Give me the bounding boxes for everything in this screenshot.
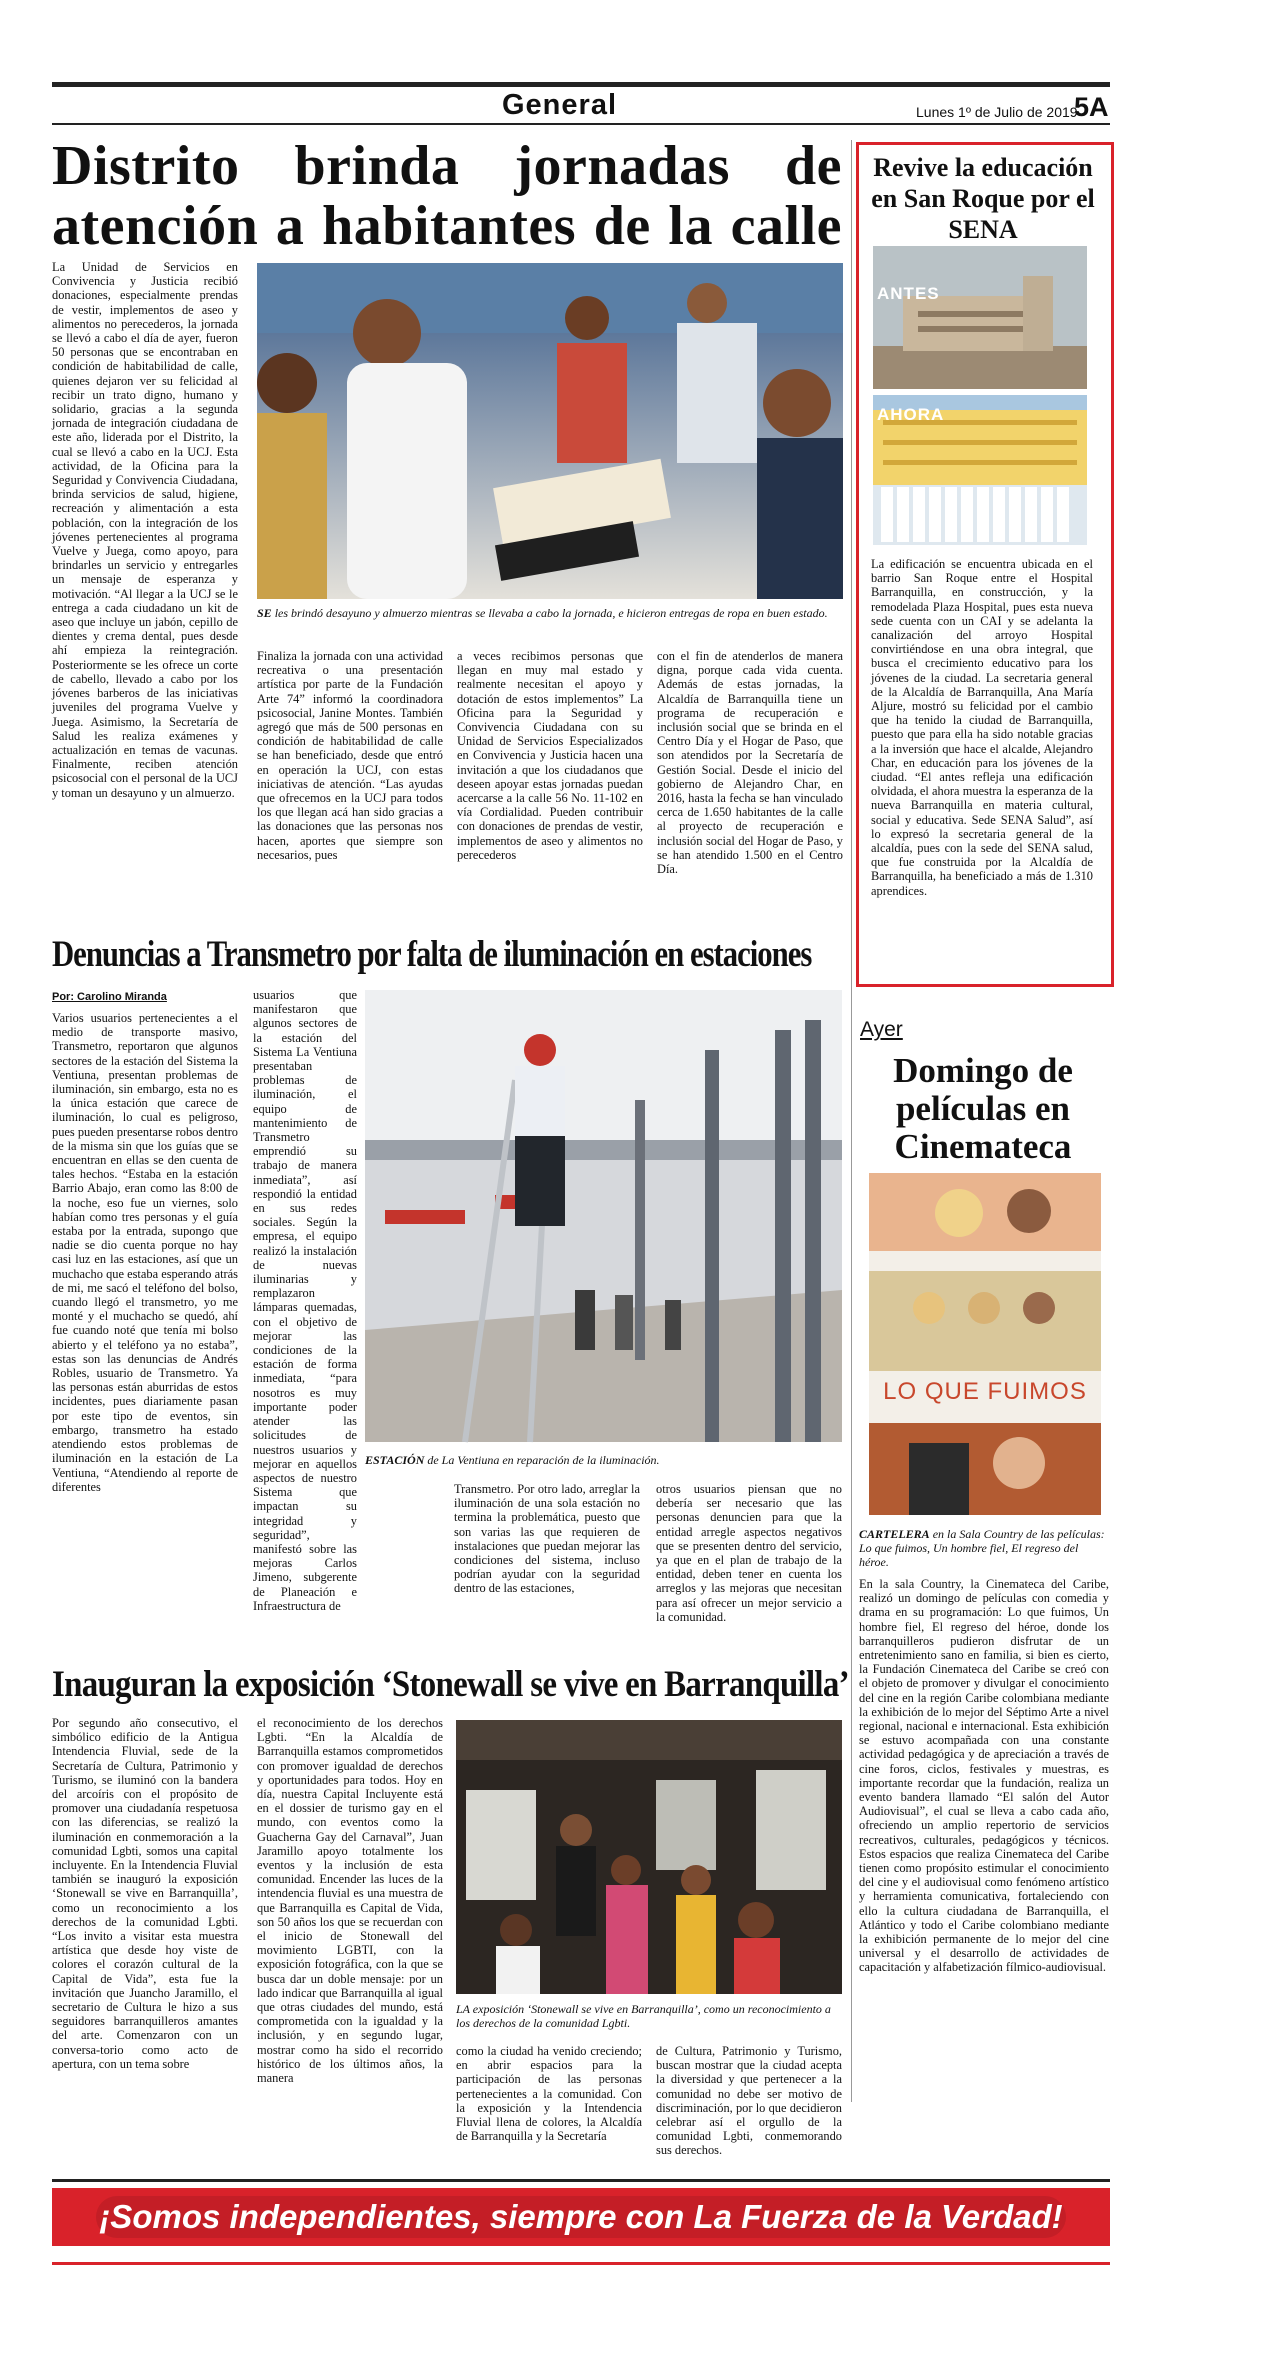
article2-caption-bold: ESTACIÓN bbox=[365, 1453, 425, 1467]
sidebar-box-body: La edificación se encuentra ubicada en el barrio San Roque entre el Hospital Barranquilla, en construcción, y la remodelada Plaza Hospital, pues esta nueva sede cuenta con un CAI y se adelanta la canalización del arroyo Hospital convirtiéndose en una obra integral, que busca el crecimiento educativo para los jóvenes de la ciudad. La secretaria general de la Alcaldía de Barranquilla, Ana María Aljure, mostró su felicidad por el cambio que ha tenido la ciudad de Barranquilla, puesto que para ella ha sido notable gracias a la inversión que hace el alcalde, Alejandro Char, en educación para los jóvenes de la ciudad. “El antes refleja una edificación olvidada, el ahora muestra la esperanza de la nueva Barranquilla en materia cultural, social y educativa. Sede SENA Salud”, así lo expresó la secretaria general de la alcaldía, pues con la sede del SENA salud, que fue construida por la Alcaldía de Barranquilla, ha beneficiado a más de 1.310 aprendices. bbox=[871, 557, 1093, 898]
header-rule bbox=[52, 123, 1110, 125]
article1-lead-column: La Unidad de Servicios en Convivencia y Justicia recibió donaciones, especialmente prendas de vestir, implementos de aseo y alimentos no perecederos, la jornada se llevó a cabo el día de ayer, fueron 50 personas que se encontraban en condición de habitabilidad de calle, quienes dejaron ver su felicidad al recibir un trato digno, humano y solidario, gracias a la segunda jornada de integración ciudadana de este año, liderada por el Distrito, la cual se llevó a cabo en la UCJ. Esta actividad, de la Oficina para la Seguridad y Convivencia Ciudadana, brinda servicios de salud, higiene, recreación y alimentación a esta población, con la integración de los jóvenes pertenecientes al programa Vuelve y Juega, como apoyo, para brindarles un servicio y entregarles un mensaje de esperanza y motivación. “Al llegar a la UCJ se le entrega a cada ciudadano un kit de aseo que incluye un jabón, cepillo de dientes y crema dental, pues desde ahí empieza la reintegración. Posteriormente se les ofrece un corte de cabello, llevado a cabo por los jóvenes barberos de las iniciativas juveniles del programa Vuelve y Juega. Asimismo, la Secretaría de Salud les realiza exámenes y actualización en temas de vacunas. Finalmente, reciben atención psicosocial con el personal de la UCJ y toman un desayuno y un almuerzo. bbox=[52, 260, 238, 800]
article1-caption-bold: SE bbox=[257, 606, 272, 620]
article3-col2: el reconocimiento de los derechos Lgbti. “En la Alcaldía de Barranquilla estamos comprometidos con promover igualdad de derechos y oportunidades para todos. Hoy en día, nuestra Capital Incluyente está en el dossier de turismo gay en el mundo, con eventos como la Guacherna Gay del Carnaval”, Juan Jaramillo apoyo totalmente los eventos y la inclusión de esta comunidad. Encender las luces de la intendencia fluvial es una muestra de que Barranquilla es Capital de Vida, son 50 años los que se recuerdan con el inicio de Stonewall del movimiento LGBTI, con la exposición fotográfica, con la que se busca dar un doble mensaje: por un lado indicar que Barranquilla al igual que otras ciudades del mundo, está comprometida con la igualdad y la inclusión, y en segundo lugar, mostrar como ha sido el recorrido histórico de los últimos años, la manera bbox=[257, 1716, 443, 2086]
top-rule bbox=[52, 82, 1110, 87]
article3-col4: de Cultura, Patrimonio y Turismo, buscan mostrar que la ciudad acepta la diversidad y que pertenecer a la comunidad no debe ser motivo de discriminación, por lo que decidieron celebrar así el orgullo de la comunidad Lgbti, conmemorando sus derechos. bbox=[656, 2044, 842, 2158]
tag-before: ANTES bbox=[877, 284, 940, 303]
footer-top-rule bbox=[52, 2179, 1110, 2182]
article1-photo-caption bbox=[257, 606, 843, 636]
issue-date: Lunes 1º de Julio de 2019 bbox=[916, 104, 1078, 120]
breakfast-photo-illustration bbox=[257, 263, 843, 599]
section-title: General bbox=[502, 89, 617, 121]
station-photo-illustration bbox=[365, 990, 842, 1442]
article3-col3: como la ciudad ha venido creciendo; en abrir espacios para la participación de las personas pertenecientes a la comunidad. Con la exposición y la Intendencia Fluvial llena de colores, la Alcaldía de Barranquilla y la Secretaría bbox=[456, 2044, 642, 2144]
ayer-caption bbox=[859, 1527, 1109, 1571]
movie-posters-illustration bbox=[869, 1173, 1101, 1515]
sidebar-before-photo bbox=[873, 246, 1087, 389]
ayer-kicker: Ayer bbox=[860, 1018, 903, 1041]
article2-caption-text: de La Ventiuna en reparación de la iluminación. bbox=[424, 1453, 660, 1467]
ayer-headline: Domingo de películas en Cinemateca bbox=[893, 1051, 1073, 1166]
article1-col3: a veces recibimos personas que llegan en muy mal estado y realmente necesitan el apoyo y dotación de estos implementos” La Oficina para la Seguridad y Convivencia Ciudadana con su Unidad de Servicios Especializados en Convivencia y Justicia hacen una invitación a que los ciudadanos que deseen apoyar estas jornadas puedan acercarse a la calle 56 No. 11-102 en vía Cordialidad. Pueden contribuir con donaciones de prendas de vestir, implementos de aseo y alimentos no perecederos bbox=[457, 649, 643, 862]
ayer-movie-poster bbox=[869, 1173, 1101, 1515]
article3-col1: Por segundo año consecutivo, el simbólico edificio de la Antigua Intendencia Fluvial, sede de la Secretaría de Cultura, Patrimonio y Turismo, se iluminó con la bandera del arcoíris con el propósito de promover una ciudadanía respetuosa con las diferencias, se realizó la iluminación en conmemoración a la comunidad Lgbti, somos una capital incluyente. En la Intendencia Fluvial también se inauguró la exposición ‘Stonewall se vive en Barranquilla’, como un reconocimiento a los derechos de la comunidad Lgbti. “Los invito a visitar esta muestra artística que desde hoy viste de colores el corazón cultural de la Capital de Vida”, esta fue la invitación que Juancho Jaramillo, el secretario de Cultura le hizo a sus seguidores barranquilleros amantes del arte. Comenzaron con un conversa-torio como acto de apertura, con un tema sobre bbox=[52, 1716, 238, 2071]
footer-bottom-rule bbox=[52, 2262, 1110, 2265]
column-divider bbox=[851, 140, 852, 2102]
article2-headline: Denuncias a Transmetro por falta de iluminación en estaciones bbox=[52, 934, 812, 975]
article2-col3: Transmetro. Por otro lado, arreglar la iluminación de una sola estación no termina la problemática, puesto que son varias las que requieren de instalaciones que puedan mejorar las condiciones del sistema, incluso podrían ayudar con la seguridad dentro de las estaciones, bbox=[454, 1482, 640, 1596]
article2-col2: usuarios que manifestaron que algunos sectores de la estación del Sistema La Ventiuna presentaban problemas de iluminación, el equipo de mantenimiento de Transmetro emprendió su trabajo de manera inmediata”, así respondió la entidad en sus redes sociales. Según la empresa, el equipo realizó la instalación de nuevas iluminarias y remplazaron lámparas quemadas, con el objetivo de mejorar las condiciones de la estación de forma inmediata, “para nosotros es muy importante poder atender las solicitudes de nuestros usuarios y mejorar en aquellos aspectos de nuestro Sistema que impactan su integridad y seguridad”, manifestó sobre las mejoras Carlos Jimeno, subgerente de Planeación e Infraestructura de bbox=[253, 988, 357, 1613]
article2-byline: Por: Carolino Miranda bbox=[52, 991, 167, 1003]
article3-photo bbox=[456, 1720, 842, 1994]
ayer-caption-text: en la Sala Country de las películas: Lo que fuimos, Un hombre fiel, El regreso del héroe. bbox=[859, 1527, 1105, 1569]
article2-photo bbox=[365, 990, 842, 1442]
page-number: 5A bbox=[1074, 92, 1109, 122]
tag-after: AHORA bbox=[877, 405, 945, 424]
sidebar-box-headline: Revive la educación en San Roque por el SENA bbox=[871, 153, 1095, 244]
article3-headline: Inauguran la exposición ‘Stonewall se vive en Barranquilla’ bbox=[52, 1664, 849, 1705]
article1-headline: Distrito brinda jornadas de atención a habitantes de la calle bbox=[52, 135, 842, 257]
building-before-illustration bbox=[873, 246, 1087, 389]
footer-slogan: ¡Somos independientes, siempre con La Fuerza de la Verdad! bbox=[99, 2198, 1063, 2235]
article2-col1: Varios usuarios pertenecientes a el medio de transporte masivo, Transmetro, reportaron que algunos sectores de la estación del Sistema la Ventiuna, presentan problemas de iluminación, sin embargo, esta no es la única estación que carece de iluminación, lo cual es peligroso, pues pueden presentarse robos dentro de la misma sin que los guías que se encuentran en ellas se den cuenta de tales hechos. “Estaba en la estación Barrio Abajo, eran como las 8:00 de la noche, eso fue un viernes, solo habían como tres personas y el guía estaba por la entrada, supongo que nadie se dio cuenta porque no hay casi luz en las estaciones, así que un muchacho que estaba esperando atrás de mi, me sacó el teléfono del bolso, cuando llegó el transmetro, yo me monté y el muchacho se quedó, ahí fue cuando noté que tenía mi bolso abierto y el teléfono ya no estaba”, estas son las denuncias de Andrés Robles, usuario de Transmetro. Ya las personas están aburridas de estos incidentes, pues diariamente pasan por este tipo de eventos, sin embargo, transmetro ha estado atendiendo estos problemas de iluminación en la estación de La Ventiuna, “Atendiendo al reporte de diferentes bbox=[52, 1011, 238, 1494]
article2-photo-caption bbox=[365, 1453, 842, 1469]
article1-col2: Finaliza la jornada con una actividad recreativa o una presentación artística por parte de la Fundación Arte 74” informó la coordinadora psicosocial, Janine Montes. También agregó que más de 500 personas en condición de habitabilidad de calle se han beneficiado, desde que entró en operación la UCJ, con estas iniciativas de atención. “Las ayudas que ofrecemos en la UCJ para todos los que llegan acá han sido gracias a las donaciones que las personas nos hacen, aportes que siempre son necesarios, pues bbox=[257, 649, 443, 862]
ayer-caption-bold: CARTELERA bbox=[859, 1527, 930, 1541]
article1-photo bbox=[257, 263, 843, 599]
ayer-body: En la sala Country, la Cinemateca del Caribe, realizó un domingo de películas con comedia y drama en su programación: Lo que fuimos, Un hombre fiel, El regreso del héroe, donde los barranquilleros pudieron disfrutar de un entretenimiento sano en familia, si bien es cierto, la Fundación Cinemateca del Caribe se creó con el objeto de promover y divulgar el conocimiento del cine en la región Caribe colombiana mediante la exhibición de lo mejor del Séptimo Arte a nivel regional, nacional e internacional. Esta exhibición se estuvo acompañada con una constante actividad pedagógica y de apreciación a través de cine foros, ciclos, festivales y muestras, es importante recordar que la fundación, realiza un evento bandera llamado “El salón del Autor Audiovisual”, el cual se lleva a cabo cada año, ofreciendo un amplio repertorio de servicios recreativos, culturales, pedagógicos y técnicos. Estos espacios que realiza Cinemateca del Caribe tienen como propósito estimular el conocimiento del cine y el audiovisual como fenómeno artístico y herramienta comunicativa, fortaleciendo con ello la cultura ciudadana de Barranquilla, el Atlántico y todo el Caribe colombiano mediante la exhibición permanente de lo mejor del cine universal y el desarrollo de actividades de capacitación y alfabetización fílmico-audiovisual. bbox=[859, 1577, 1109, 1975]
ayer-poster-title: LO QUE FUIMOS bbox=[883, 1378, 1087, 1405]
article3-photo-caption: LA exposición ‘Stonewall se vive en Barranquilla’, como un reconocimiento a los derechos de la comunidad Lgbti. bbox=[456, 2002, 831, 2030]
exhibition-photo-illustration bbox=[456, 1720, 842, 1994]
article2-col4: otros usuarios piensan que no debería ser necesario que las personas denuncien para que la entidad arregle aspectos negativos que se presenten dentro del servicio, ya que en el plan de trabajo de la entidad, deben tener en cuenta los arreglos y las mejoras que necesitan para así ofrecer un mejor servicio a la comunidad. bbox=[656, 1482, 842, 1624]
article1-caption-text: les brindó desayuno y almuerzo mientras se llevaba a cabo la jornada, e hicieron entregas de ropa en buen estado. bbox=[271, 606, 828, 620]
article1-col4: con el fin de atenderlos de manera digna, porque cada vida cuenta. Además de estas jornadas, la Alcaldía de Barranquilla tiene un programa de recuperación e inclusión social que se brinda en el Centro Día y el Hogar de Paso, que son atendidos por la Secretaría de Gestión Social. Desde el inicio del gobierno de Alejandro Char, en 2016, hasta la fecha se han vinculado cerca de 1.650 habitantes de la calle al proyecto de recuperación e inclusión social del Hogar de Paso, y se han atendido 1.500 en el Centro Día. bbox=[657, 649, 843, 877]
